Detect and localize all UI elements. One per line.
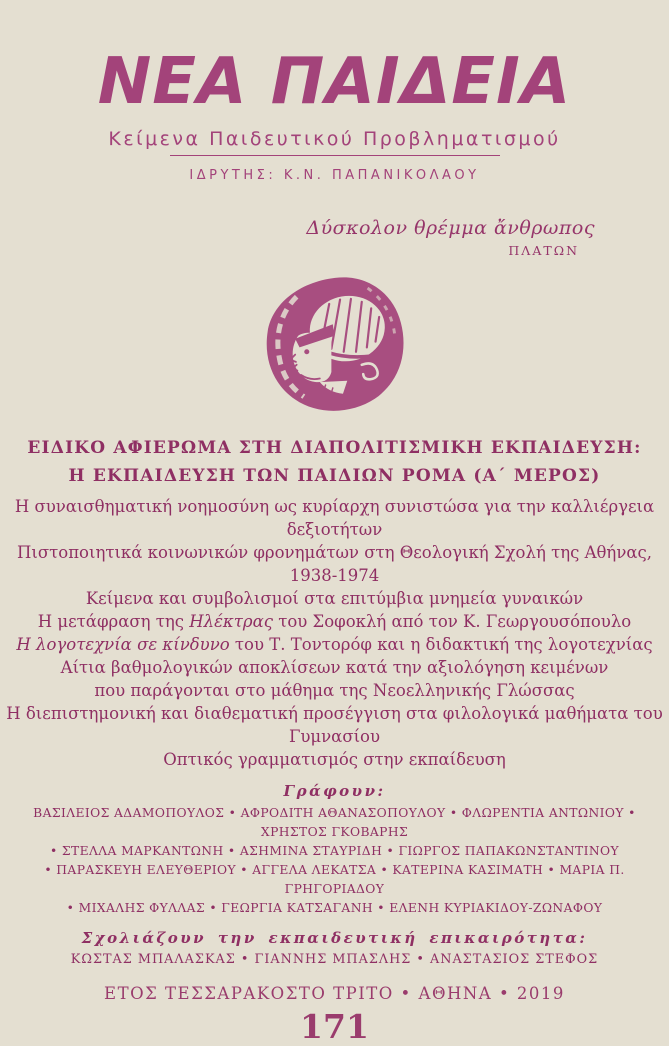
athena-coin-icon	[0, 272, 669, 418]
commentators-heading: Σχολιάζουν την εκπαιδευτική επικαιρότητα:	[81, 929, 588, 947]
founder-line: ΙΔΡΥΤΗΣ: Κ.Ν. ΠΑΠΑΝΙΚΟΛΑΟΥ	[189, 168, 480, 183]
commentators-section	[0, 929, 669, 967]
article-title: Οπτικός γραμματισμός στην εκπαίδευση	[163, 750, 506, 769]
masthead	[0, 45, 669, 183]
contributor-names-line: • ΠΑΡΑΣΚΕΥΗ ΕΛΕΥΘΕΡΙΟΥ • ΑΓΓΕΛΑ ΛΕΚΑΤΣΑ • ΚΑΤΕΡΙΝΑ ΚΑΣΙΜΑΤΗ • ΜΑΡΙΑ Π. ΓΡΗΓΟΡΙΑΔΟΥ	[44, 863, 625, 896]
edition-year-line: ΕΤΟΣ ΤΕΣΣΑΡΑΚΟΣΤΟ ΤΡΙΤΟ • ΑΘΗΝΑ • 2019	[104, 984, 565, 1003]
article-title: που παράγονται στο μάθημα της Νεοελληνικής Γλώσσας	[94, 681, 575, 700]
article-title: Η μετάφραση της Ηλέκτρας του Σοφοκλή από τον Κ. Γεωργουσόπουλο	[37, 612, 632, 631]
contributors-list	[0, 804, 669, 918]
epigraph-attribution: ΠΛΑΤΩΝ	[508, 243, 579, 258]
epigraph-quote: Δύσκολον θρέμμα ἄνθρωπος	[306, 217, 595, 239]
issue-number: 171	[300, 1007, 369, 1046]
contributors-section	[0, 782, 669, 918]
magazine-subtitle: Κείμενα Παιδευτικού Προβληματισμού	[108, 128, 561, 150]
article-title: Η συναισθηματική νοημοσύνη ως κυρίαρχη συνιστώσα για την καλλιέργεια δεξιοτήτων	[14, 497, 655, 539]
cover-footer	[0, 984, 669, 1046]
article-list	[0, 495, 669, 771]
contributor-names-line: ΒΑΣΙΛΕΙΟΣ ΑΔΑΜΟΠΟΥΛΟΣ • ΑΦΡΟΔΙΤΗ ΑΘΑΝΑΣΟΠΟΥΛΟΥ • ΦΛΩΡΕΝΤΙΑ ΑΝΤΩΝΙΟΥ • ΧΡΗΣΤΟΣ ΓΚΟΒΑΡΗΣ	[33, 806, 636, 839]
feature-heading	[0, 434, 669, 490]
magazine-title: ΝΕΑ ΠΑΙΔΕΙΑ	[97, 45, 572, 119]
contributors-heading: Γράφουν:	[283, 782, 386, 800]
magazine-cover	[0, 45, 669, 1046]
contributor-names-line: • ΣΤΕΛΛΑ ΜΑΡΚΑΝΤΩΝΗ • ΑΣΗΜΙΝΑ ΣΤΑΥΡΙΔΗ • ΓΙΩΡΓΟΣ ΠΑΠΑΚΩΝΣΤΑΝΤΙΝΟΥ	[49, 844, 620, 858]
article-title: Πιστοποιητικά κοινωνικών φρονημάτων στη Θεολογική Σχολή της Αθήνας, 1938-1974	[17, 543, 652, 585]
contributor-names-line: • ΜΙΧΑΛΗΣ ΦΥΛΛΑΣ • ΓΕΩΡΓΙΑ ΚΑΤΣΑΓΑΝΗ • ΕΛΕΝΗ ΚΥΡΙΑΚΙΔΟΥ-ΖΩΝΑΦΟΥ	[66, 901, 603, 915]
feature-line-2: Η ΕΚΠΑΙΔΕΥΣΗ ΤΩΝ ΠΑΙΔΙΩΝ ΡΟΜΑ (Α΄ ΜΕΡΟΣ)	[68, 466, 601, 486]
subtitle-rule	[170, 155, 500, 156]
epigraph	[0, 217, 669, 258]
article-title: Αίτια βαθμολογικών αποκλίσεων κατά την αξιολόγηση κειμένων	[60, 658, 609, 677]
article-title: Κείμενα και συμβολισμοί στα επιτύμβια μνημεία γυναικών	[85, 589, 584, 608]
article-title: Η διεπιστημονική και διαθεματική προσέγγιση στα φιλολογικά μαθήματα του Γυμνασίου	[6, 704, 663, 746]
commentators-list: ΚΩΣΤΑΣ ΜΠΑΛΑΣΚΑΣ • ΓΙΑΝΝΗΣ ΜΠΑΣΛΗΣ • ΑΝΑΣΤΑΣΙΟΣ ΣΤΕΦΟΣ	[70, 952, 599, 967]
feature-line-1: ΕΙΔΙΚΟ ΑΦΙΕΡΩΜΑ ΣΤΗ ΔΙΑΠΟΛΙΤΙΣΜΙΚΗ ΕΚΠΑΙΔΕΥΣΗ:	[27, 438, 642, 458]
article-title: Η λογοτεχνία σε κίνδυνο του Τ. Τοντορόφ και η διδακτική της λογοτεχνίας	[16, 635, 653, 654]
